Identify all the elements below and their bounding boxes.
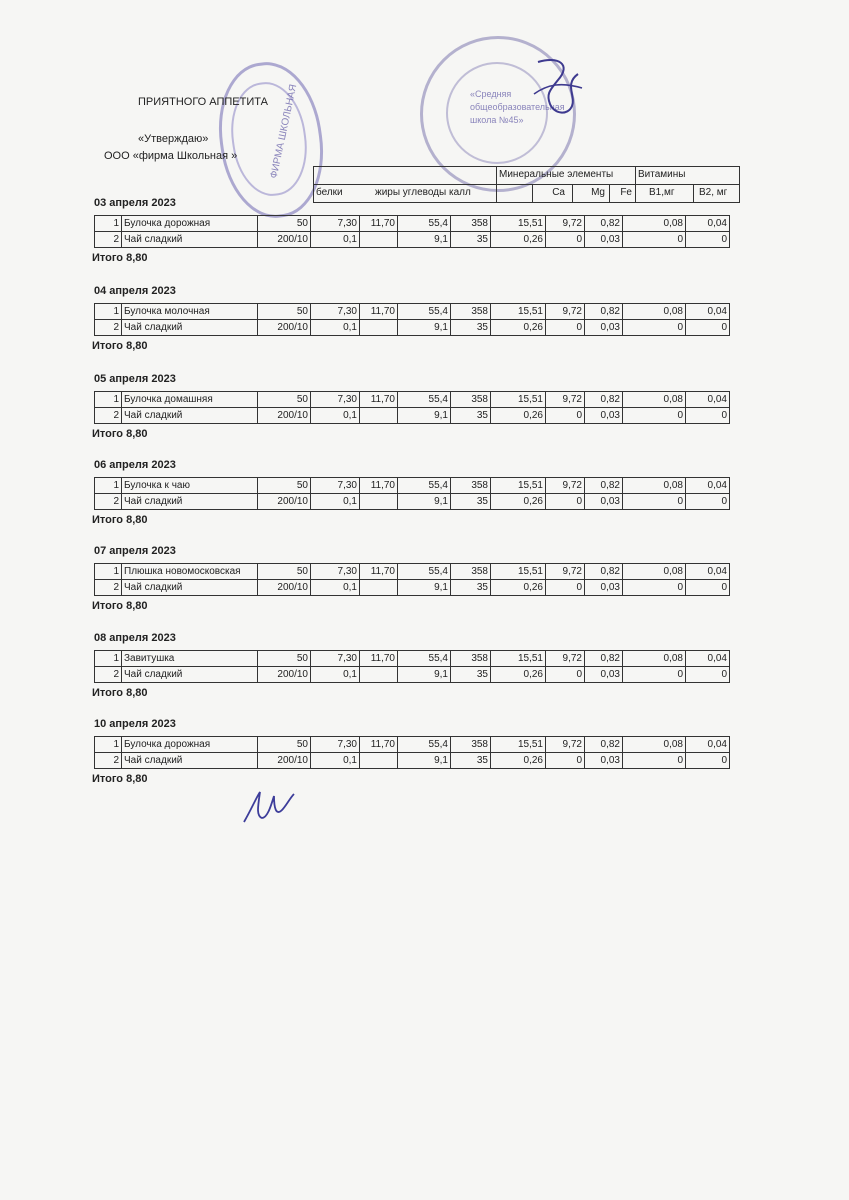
row-number-cell: 1 [95,564,122,580]
value-cell: 0,04 [686,304,730,320]
value-cell: 9,72 [546,216,585,232]
day-menu-table [94,563,730,596]
value-cell: 0,04 [686,392,730,408]
value-cell: 11,70 [360,651,398,667]
value-cell: 200/10 [258,232,311,248]
value-cell: 9,1 [398,667,451,683]
column-header [313,166,740,202]
value-cell [360,494,398,510]
dish-name-cell: Чай сладкий [122,580,258,596]
dish-name-cell: Булочка молочная [122,304,258,320]
dish-name-cell: Чай сладкий [122,667,258,683]
value-cell: 9,72 [546,392,585,408]
vitamins-group-header: Витамины [638,169,686,180]
seal-right-text: «Средняя общеобразовательная школа №45» [470,89,565,125]
table-row [95,580,730,596]
bottom-signature [238,788,298,828]
row-number-cell: 1 [95,216,122,232]
day-menu-table [94,477,730,510]
value-cell: 0,03 [585,753,623,769]
value-cell: 0,82 [585,564,623,580]
value-cell: 0 [623,494,686,510]
day-menu-table [94,650,730,683]
value-cell: 0,82 [585,392,623,408]
row-number-cell: 2 [95,408,122,424]
value-cell: 0,26 [491,667,546,683]
day-total-label: Итого 8,80 [92,340,148,352]
value-cell: 9,1 [398,232,451,248]
b1-header: B1,мг [649,187,675,198]
value-cell: 0 [686,408,730,424]
value-cell: 358 [451,216,491,232]
value-cell: 55,4 [398,478,451,494]
seal-left-text: ФИРМА ШКОЛЬНАЯ [268,83,300,180]
value-cell: 0,1 [311,494,360,510]
value-cell: 0 [546,320,585,336]
value-cell: 0,03 [585,494,623,510]
value-cell: 0,08 [623,216,686,232]
value-cell: 200/10 [258,580,311,596]
value-cell: 0,82 [585,737,623,753]
value-cell: 7,30 [311,737,360,753]
row-number-cell: 2 [95,753,122,769]
day-total-label: Итого 8,80 [92,428,148,440]
value-cell: 0,82 [585,304,623,320]
value-cell: 0,26 [491,232,546,248]
value-cell: 7,30 [311,216,360,232]
value-cell: 358 [451,304,491,320]
value-cell [360,232,398,248]
dish-name-cell: Булочка домашняя [122,392,258,408]
row-number-cell: 1 [95,304,122,320]
value-cell: 0,08 [623,737,686,753]
value-cell: 15,51 [491,392,546,408]
dish-name-cell: Чай сладкий [122,232,258,248]
table-row [95,320,730,336]
value-cell: 15,51 [491,651,546,667]
value-cell: 200/10 [258,667,311,683]
day-menu-table [94,215,730,248]
value-cell: 0,82 [585,478,623,494]
day-total-label: Итого 8,80 [92,252,148,264]
value-cell: 11,70 [360,564,398,580]
value-cell: 0 [686,494,730,510]
value-cell: 35 [451,232,491,248]
value-cell: 358 [451,651,491,667]
row-number-cell: 1 [95,651,122,667]
day-date-label: 07 апреля 2023 [94,545,176,557]
value-cell: 0 [546,753,585,769]
value-cell: 0,08 [623,392,686,408]
table-row [95,667,730,683]
day-menu-table [94,736,730,769]
value-cell: 0,08 [623,304,686,320]
value-cell: 11,70 [360,737,398,753]
value-cell [360,408,398,424]
value-cell: 50 [258,392,311,408]
organization-name: ООО «фирма Школьная » [104,150,238,162]
table-row [95,737,730,753]
value-cell: 0,1 [311,667,360,683]
value-cell: 0,04 [686,216,730,232]
day-date-label: 10 апреля 2023 [94,718,176,730]
value-cell [360,667,398,683]
table-row [95,494,730,510]
value-cell: 0 [546,232,585,248]
value-cell: 7,30 [311,304,360,320]
day-date-label: 04 апреля 2023 [94,285,176,297]
value-cell: 0,1 [311,232,360,248]
dish-name-cell: Завитушка [122,651,258,667]
dish-name-cell: Булочка к чаю [122,478,258,494]
value-cell: 0,04 [686,564,730,580]
dish-name-cell: Чай сладкий [122,320,258,336]
value-cell: 50 [258,216,311,232]
value-cell: 35 [451,580,491,596]
value-cell: 0 [546,667,585,683]
minerals-group-header: Минеральные элементы [499,169,614,180]
value-cell: 0 [623,580,686,596]
value-cell: 55,4 [398,304,451,320]
table-row [95,392,730,408]
value-cell: 11,70 [360,392,398,408]
day-menu-table [94,391,730,424]
value-cell: 55,4 [398,651,451,667]
row-number-cell: 1 [95,737,122,753]
dish-name-cell: Чай сладкий [122,753,258,769]
value-cell: 0,82 [585,216,623,232]
value-cell: 7,30 [311,478,360,494]
value-cell: 0 [623,408,686,424]
day-total-label: Итого 8,80 [92,687,148,699]
dish-name-cell: Булочка дорожная [122,216,258,232]
value-cell: 15,51 [491,304,546,320]
value-cell: 0,08 [623,651,686,667]
document-title: ПРИЯТНОГО АППЕТИТА [138,96,268,108]
value-cell: 9,1 [398,320,451,336]
day-date-label: 06 апреля 2023 [94,459,176,471]
row-number-cell: 2 [95,667,122,683]
row-number-cell: 2 [95,320,122,336]
value-cell: 50 [258,478,311,494]
value-cell: 55,4 [398,392,451,408]
value-cell: 15,51 [491,216,546,232]
value-cell: 11,70 [360,216,398,232]
protein-header: белки [316,187,343,198]
table-row [95,564,730,580]
row-number-cell: 1 [95,392,122,408]
dish-name-cell: Булочка дорожная [122,737,258,753]
value-cell: 0,26 [491,320,546,336]
value-cell: 15,51 [491,737,546,753]
value-cell: 50 [258,304,311,320]
value-cell: 200/10 [258,408,311,424]
value-cell: 0 [686,232,730,248]
value-cell: 0 [686,320,730,336]
approval-label: «Утверждаю» [138,133,209,145]
value-cell: 0 [686,667,730,683]
value-cell: 0,03 [585,580,623,596]
value-cell: 9,72 [546,651,585,667]
ca-header: Ca [552,187,565,198]
value-cell: 0 [546,580,585,596]
value-cell: 0 [686,753,730,769]
day-total-label: Итого 8,80 [92,773,148,785]
value-cell: 0,82 [585,651,623,667]
fe-header: Fe [620,187,632,198]
value-cell: 0,26 [491,408,546,424]
table-row [95,408,730,424]
value-cell: 50 [258,651,311,667]
value-cell: 200/10 [258,753,311,769]
value-cell: 0,08 [623,564,686,580]
value-cell: 7,30 [311,651,360,667]
dish-name-cell: Чай сладкий [122,494,258,510]
value-cell: 35 [451,408,491,424]
value-cell: 35 [451,494,491,510]
day-menu-table [94,303,730,336]
value-cell: 0,1 [311,408,360,424]
table-row [95,304,730,320]
value-cell: 11,70 [360,478,398,494]
value-cell: 11,70 [360,304,398,320]
row-number-cell: 2 [95,494,122,510]
table-row [95,651,730,667]
b2-header: B2, мг [699,187,728,198]
value-cell: 0,08 [623,478,686,494]
value-cell: 0 [686,580,730,596]
day-date-label: 03 апреля 2023 [94,197,176,209]
value-cell [360,580,398,596]
value-cell: 0,1 [311,320,360,336]
value-cell: 0,26 [491,494,546,510]
value-cell: 358 [451,392,491,408]
value-cell: 9,1 [398,494,451,510]
day-date-label: 08 апреля 2023 [94,632,176,644]
value-cell: 0,03 [585,320,623,336]
value-cell: 7,30 [311,564,360,580]
value-cell: 358 [451,478,491,494]
value-cell: 0,03 [585,408,623,424]
value-cell: 0 [623,667,686,683]
value-cell: 0 [623,753,686,769]
dish-name-cell: Чай сладкий [122,408,258,424]
value-cell: 0,04 [686,651,730,667]
director-signature [528,54,588,124]
table-row [95,478,730,494]
value-cell: 9,72 [546,737,585,753]
value-cell: 9,1 [398,580,451,596]
value-cell: 358 [451,564,491,580]
value-cell [360,753,398,769]
value-cell: 9,1 [398,753,451,769]
value-cell: 35 [451,753,491,769]
value-cell: 0 [546,494,585,510]
value-cell: 15,51 [491,478,546,494]
value-cell: 0,26 [491,580,546,596]
value-cell: 55,4 [398,564,451,580]
row-number-cell: 1 [95,478,122,494]
value-cell: 50 [258,737,311,753]
value-cell: 55,4 [398,216,451,232]
row-number-cell: 2 [95,580,122,596]
day-total-label: Итого 8,80 [92,514,148,526]
value-cell: 0,1 [311,753,360,769]
table-row [95,753,730,769]
value-cell: 0,26 [491,753,546,769]
value-cell: 0,04 [686,737,730,753]
value-cell: 9,1 [398,408,451,424]
value-cell: 35 [451,320,491,336]
mg-header: Mg [591,187,605,198]
value-cell: 9,72 [546,304,585,320]
value-cell: 0,03 [585,232,623,248]
value-cell: 200/10 [258,320,311,336]
value-cell: 358 [451,737,491,753]
value-cell: 0 [546,408,585,424]
value-cell: 0 [623,320,686,336]
table-row [95,232,730,248]
day-total-label: Итого 8,80 [92,600,148,612]
value-cell: 7,30 [311,392,360,408]
value-cell: 50 [258,564,311,580]
value-cell: 0,03 [585,667,623,683]
value-cell: 0,1 [311,580,360,596]
value-cell: 35 [451,667,491,683]
value-cell [360,320,398,336]
dish-name-cell: Плюшка новомосковская [122,564,258,580]
value-cell: 55,4 [398,737,451,753]
value-cell: 0,04 [686,478,730,494]
value-cell: 200/10 [258,494,311,510]
day-date-label: 05 апреля 2023 [94,373,176,385]
row-number-cell: 2 [95,232,122,248]
table-row [95,216,730,232]
fats-carbs-kcal-header: жиры углеводы калл [375,187,471,198]
value-cell: 0 [623,232,686,248]
value-cell: 15,51 [491,564,546,580]
value-cell: 9,72 [546,564,585,580]
value-cell: 9,72 [546,478,585,494]
